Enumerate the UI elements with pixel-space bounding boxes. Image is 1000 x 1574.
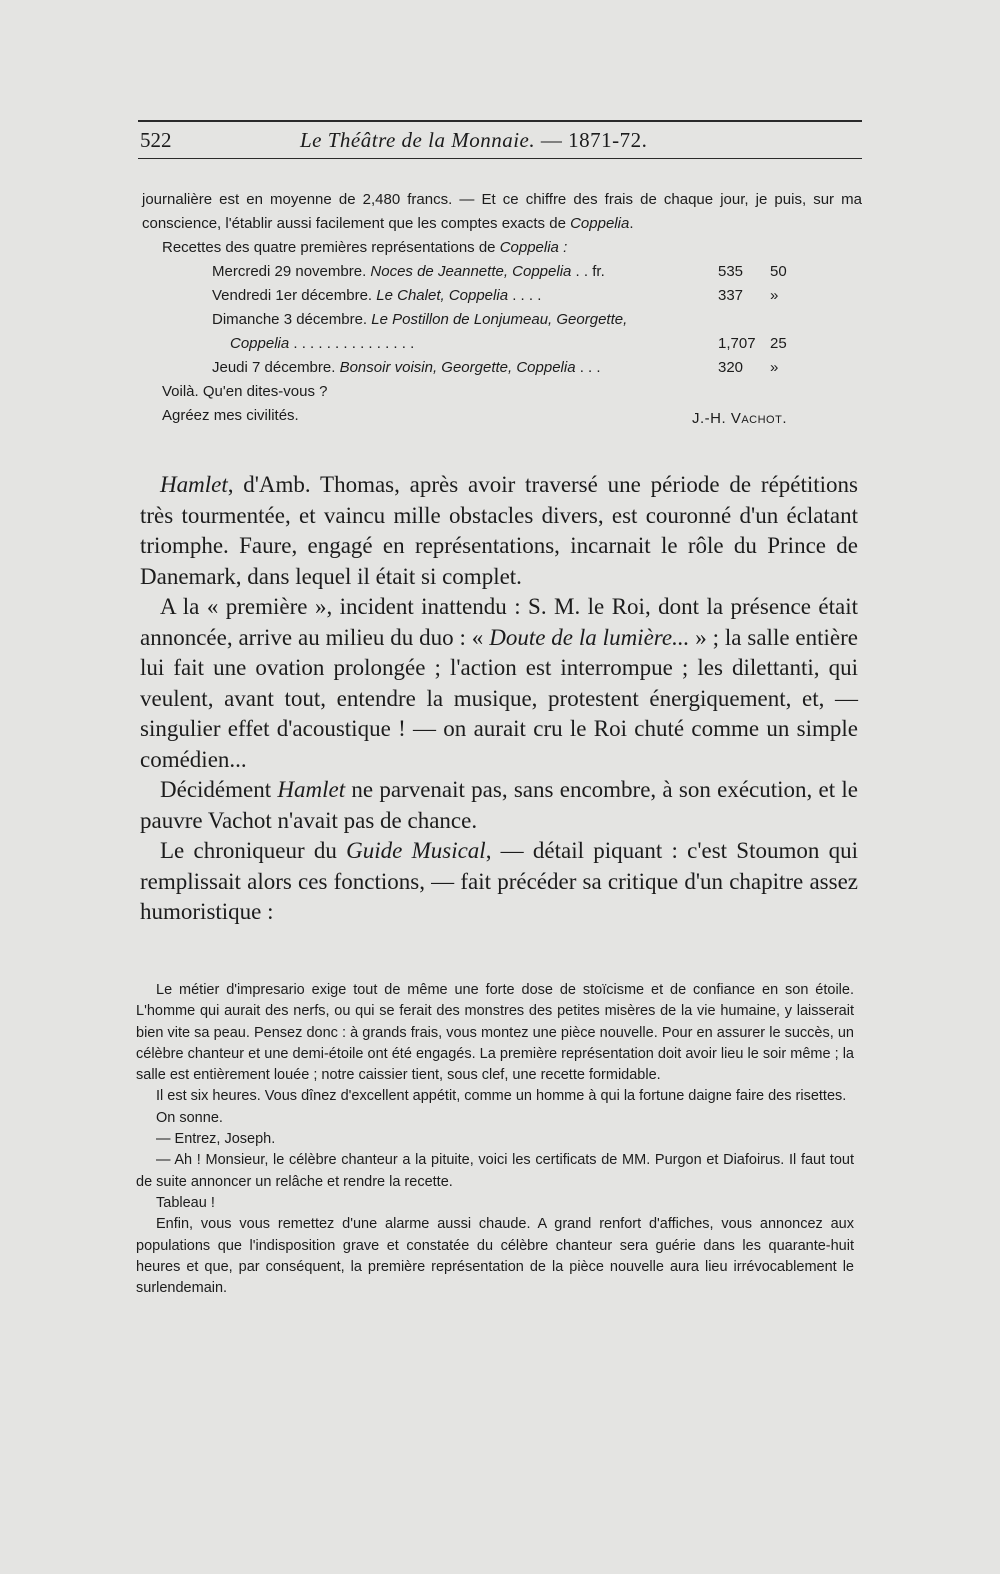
main-text <box>140 470 858 928</box>
header-years: 1871-72. <box>568 128 648 152</box>
header-rule-top <box>138 120 862 122</box>
quote-paragraph: Tableau ! <box>156 1194 215 1211</box>
letter-intro: journalière est en moyenne de 2,480 francs. — Et ce chiffre des frais de chaque jour, je puis, sur ma conscience, l'établir aussi facilement que les comptes exacts de Coppelia. <box>142 191 862 232</box>
running-header <box>140 128 862 158</box>
paragraph: A la « première », incident inattendu : S. M. le Roi, dont la présence était annoncée, arrive au milieu du duo : « Doute de la lumière... » ; la salle entière lui fait une ovation prolongée ; l'action est interrompue ; les dilettanti, qui veulent, avant tout, entendre la musique, protestent énergiquement, et, — singulier effet d'acoustique ! — on aurait cru le Roi chuté comme un simple comédien... <box>140 594 858 772</box>
receipt-row: Vendredi 1er décembre. Le Chalet, Coppelia . . . . 337 » <box>212 287 779 304</box>
quote-paragraph: On sonne. <box>156 1109 223 1126</box>
running-title: Le Théâtre de la Monnaie. — 1871-72. <box>300 128 648 152</box>
quote-paragraph: Le métier d'impresario exige tout de même une forte dose de stoïcisme et de confiance en son étoile. L'homme qui aurait des nerfs, ou qui se ferait des monstres des petites misères de la vie humaine, y laisserait bien vite sa peau. Pensez donc : à grands frais, vous montez une pièce nouvelle. Pour en assurer le succès, un célèbre chanteur et une demi-étoile ont été engagés. La première représentation doit avoir lieu le soir même ; la salle est entièrement louée ; notre caissier tient, sous clef, une recette formidable. <box>136 982 854 1084</box>
letter-closing: Voilà. Qu'en dites-vous ? <box>162 383 328 400</box>
quoted-chronicle <box>136 980 854 1299</box>
quote-paragraph: Il est six heures. Vous dînez d'excellent appétit, comme un homme à qui la fortune daigne faire des risettes. <box>156 1088 847 1105</box>
receipt-row: Coppelia . . . . . . . . . . . . . . . 1,707 25 <box>230 335 787 352</box>
header-rule-bottom <box>138 158 862 159</box>
paragraph: Hamlet, d'Amb. Thomas, après avoir traversé une période de répétitions très tourmentée, et vaincu mille obstacles divers, est couronné d'un éclatant triomphe. Faure, engagé en représentations, incarnait le rôle du Prince de Danemark, dans lequel il était si complet. <box>140 472 858 589</box>
quote-paragraph: — Ah ! Monsieur, le célèbre chanteur a la pituite, voici les certificats de MM. Purgon et Diafoirus. Il faut tout de suite annoncer un relâche et rendre la recette. <box>136 1152 854 1190</box>
quote-paragraph: Enfin, vous vous remettez d'une alarme aussi chaude. A grand renfort d'affiches, vous annoncez aux populations que l'indisposition grave et constatée du célèbre chanteur sera guérie dans les quarante-huit heures et que, par conséquent, la première représentation de la pièce nouvelle aura lieu irrévocablement le surlendemain. <box>136 1216 854 1297</box>
paragraph: Le chroniqueur du Guide Musical, — détail piquant : c'est Stoumon qui remplissait alors ces fonctions, — fait précéder sa critique d'un chapitre assez humoristique : <box>140 838 858 924</box>
quote-paragraph: — Entrez, Joseph. <box>156 1131 276 1148</box>
paragraph: Décidément Hamlet ne parvenait pas, sans encombre, à son exécution, et le pauvre Vachot n'avait pas de chance. <box>140 777 858 833</box>
receipt-row: Dimanche 3 décembre. Le Postillon de Lonjumeau, Georgette, <box>212 311 628 328</box>
receipt-row: Mercredi 29 novembre. Noces de Jeannette, Coppelia . . fr. 535 50 <box>212 263 787 280</box>
receipt-row: Jeudi 7 décembre. Bonsoir voisin, Georgette, Coppelia . . . 320 » <box>212 359 779 376</box>
letter-sign-off: Agréez mes civilités. J.-H. Vachot. <box>142 404 862 428</box>
page-number: 522 <box>140 128 172 152</box>
letter-excerpt <box>142 188 862 428</box>
receipts-heading: Recettes des quatre premières représentations de Coppelia : <box>162 239 568 256</box>
signature: J.-H. Vachot. <box>692 410 788 427</box>
header-dash: — <box>540 128 563 152</box>
